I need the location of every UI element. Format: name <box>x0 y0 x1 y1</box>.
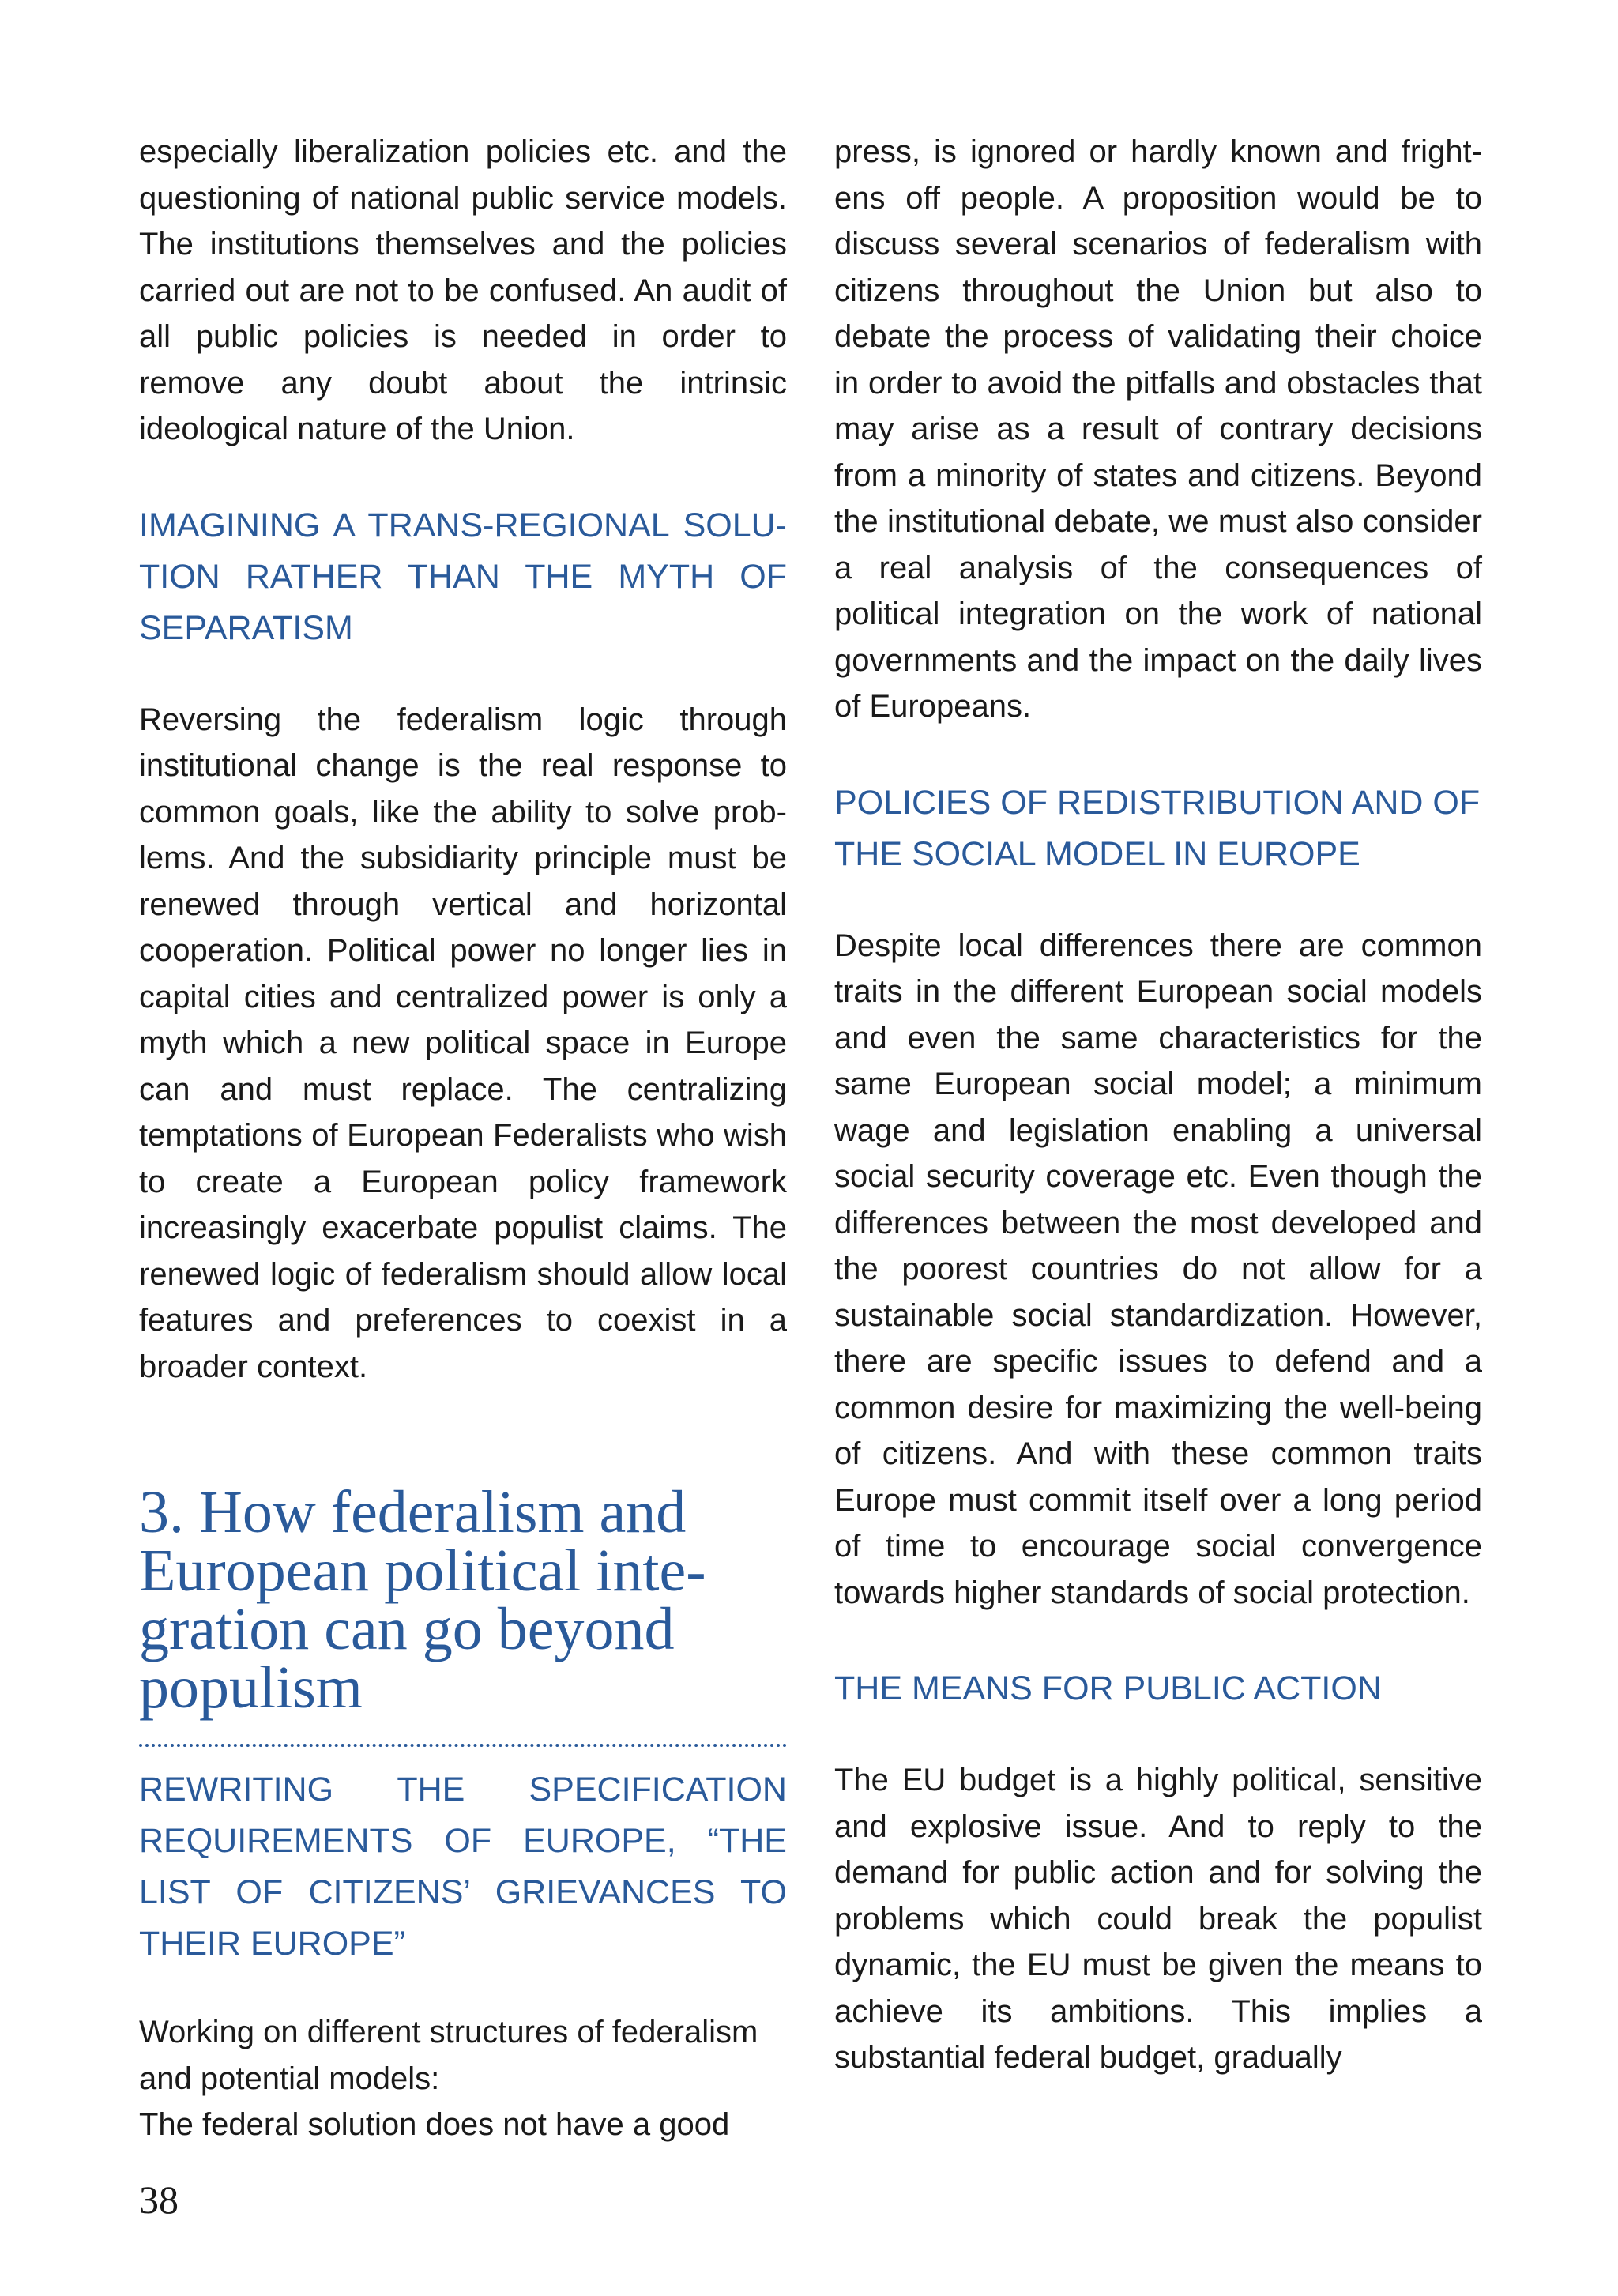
right-paragraph-social-models: Despite local differences there are common traits in the different European social models and even the same characteristics for the same European social model; a minimum wage and legislation enabling a universal social security coverage etc. Even though the differences between the most developed and the poorest countries do not allow for a sustainable social standardization. However, there are specific issues to defend and a common desire for maximizing the well-being of citizens. And with these common traits Europe must commit itself over a long period of time to encourage social convergence towards higher standards of social protection. <box>834 928 1482 1610</box>
right-column <box>834 129 1482 2081</box>
spacer <box>139 654 787 697</box>
spacer <box>834 880 1482 923</box>
right-paragraph-press: press, is ignored or hardly known and frightens off people. A proposition would be to discuss several scenarios of federalism with citizens throughout the Union but also to debate the process of validating their choice in order to avoid the pitfalls and obstacles that may arise as a result of contrary decisions from a minority of states and citizens. Beyond the institutional debate, we must also consider a real analysis of the consequences of political integration on the work of national governments and the impact on the daily lives of Europeans. <box>834 134 1482 724</box>
section-heading-redistribution: POLICIES OF REDISTRIBUTION AND OF THE SOCIAL MODEL IN EUROPE <box>834 783 1481 873</box>
left-paragraph-structures: Working on different structures of federalism and potential models: <box>139 2015 758 2096</box>
left-paragraph-federal-solution: The federal solution does not have a good <box>139 2107 730 2142</box>
spacer <box>834 730 1482 777</box>
spacer <box>139 1747 787 1764</box>
section-heading-public-action: THE MEANS FOR PUBLIC ACTION <box>834 1669 1382 1707</box>
spacer <box>834 1714 1482 1757</box>
spacer <box>834 1616 1482 1663</box>
left-column <box>139 129 787 2148</box>
right-paragraph-eu-budget: The EU budget is a highly political, sensitive and explosive issue. And to reply to the demand for public action and for solving the problems which could break the populist dynamic, the EU must be given the means to achieve its ambitions. This implies a substantial federal budget, gradually <box>834 1763 1482 2075</box>
left-paragraph-federalism-logic: Reversing the federalism logic through institutional change is the real response to common goals, like the ability to solve problems. And the subsidiarity principle must be renewed through vertical and horizontal cooperation. Political power no longer lies in capital cities and centralized power is only a myth which a new political space in Europe can and must replace. The centralizing temptations of European Federalists who wish to create a European policy framework increasingly exacerbate populist claims. The renewed logic of federalism should allow local features and preferences to coexist in a broader context. <box>139 702 787 1384</box>
section-heading-rewriting: REWRITING THE SPECIFICATION REQUIREMENTS OF EUROPE, “THE LIST OF CITIZENS’ GRIEVANCES TO THEIR EUROPE” <box>139 1771 787 1963</box>
spacer <box>139 1970 787 2009</box>
page-number: 38 <box>139 2177 179 2222</box>
spacer <box>139 1717 787 1744</box>
spacer <box>139 453 787 500</box>
section-heading-trans-regional: IMAGINING A TRANS-REGIONAL SOLUTION RATHER THAN THE MYTH OF SEPARATISM <box>139 506 787 647</box>
spacer <box>139 1390 787 1483</box>
left-intro-paragraph: especially liberalization policies etc. and the questioning of national public service models. The institutions themselves and the policies carried out are not to be confused. An audit of all public policies is needed in order to remove any doubt about the intrinsic ideological nature of the Union. <box>139 134 787 446</box>
chapter-title: 3. How federalism and European political integration can go beyond populism <box>139 1479 706 1721</box>
